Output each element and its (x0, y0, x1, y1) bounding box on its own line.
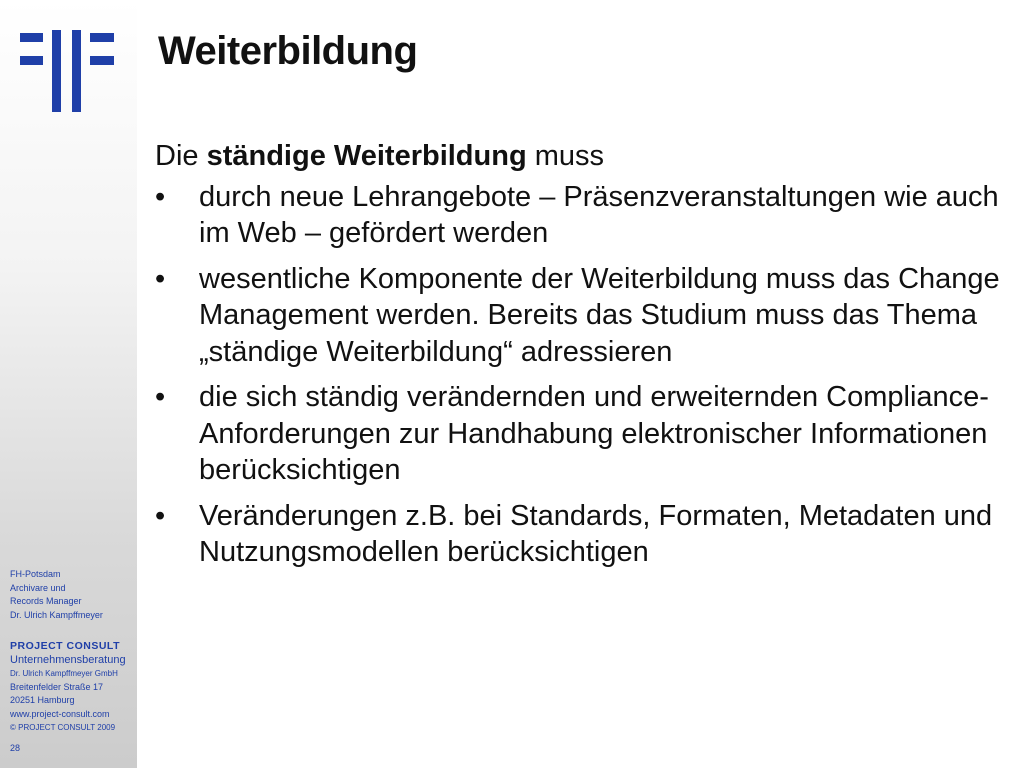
company-street: Breitenfelder Straße 17 (10, 681, 104, 692)
page-number: 28 (10, 743, 21, 753)
company-copyright: © PROJECT CONSULT 2009 (10, 723, 116, 732)
bullet-text: wesentliche Komponente der Weiterbildung muss das Change Management werden. Bereits das Studium muss das Thema „ständige Weiterbildung“ adressieren (199, 262, 1000, 368)
company-city: 20251 Hamburg (10, 695, 75, 705)
company-owner: Dr. Ulrich Kampffmeyer GmbH (10, 669, 118, 678)
course-line: Dr. Ulrich Kampffmeyer (10, 609, 103, 620)
course-line: FH-Potsdam (10, 569, 61, 579)
bullet-icon: • (155, 180, 166, 213)
intro-pre: Die (155, 140, 207, 172)
company-name: PROJECT CONSULT (10, 640, 120, 652)
bullet-list (155, 179, 1005, 571)
bullet-text: durch neue Lehrangebote – Präsenzveranstaltungen wie auch im Web – gefördert werden (199, 180, 999, 249)
intro-bold: ständige Weiterbildung (206, 140, 527, 172)
bullet-text: Veränderungen z.B. bei Standards, Formaten, Metadaten und Nutzungsmodellen berücksichtigen (199, 499, 993, 568)
company-type: Unternehmensberatung (10, 653, 126, 666)
course-line: Archivare und (10, 582, 66, 593)
bullet-item (155, 179, 1005, 252)
bullet-item (155, 379, 1005, 489)
company-info (10, 640, 135, 735)
course-line: Records Manager (10, 596, 82, 606)
slide-title: Weiterbildung (158, 29, 418, 73)
bullet-item (155, 498, 1005, 571)
bullet-text: die sich ständig verändernden und erweiternden Compliance-Anforderungen zur Handhabung elektronischer Informationen berücksichtigen (199, 381, 989, 486)
course-info (10, 568, 135, 622)
bullet-item (155, 261, 1005, 371)
company-web: www.project-consult.com (10, 708, 110, 719)
bullet-icon: • (155, 381, 166, 413)
intro-line (155, 138, 1005, 175)
slide-content (155, 138, 1005, 580)
intro-post: muss (526, 140, 605, 172)
fh-potsdam-logo-icon (20, 30, 114, 112)
bullet-icon: • (155, 499, 166, 532)
bullet-icon: • (155, 262, 166, 295)
sidebar (0, 0, 137, 768)
